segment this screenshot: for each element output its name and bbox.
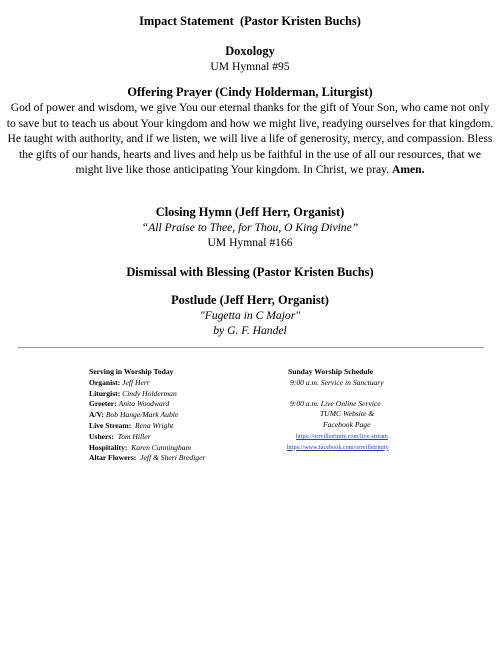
- serving-row: [89, 399, 269, 410]
- facebook-link[interactable]: https://www.facebook.com/orrvilletrinity: [287, 443, 389, 451]
- schedule-site1: [290, 409, 480, 420]
- dismissal-title: Dismissal with Blessing (Pastor Kristen Buchs): [126, 265, 374, 279]
- serving-in-worship: [89, 367, 269, 464]
- live-stream-link[interactable]: https://orrvilletrinity.com/live-stream: [296, 432, 388, 440]
- closing-hymn-hymnal: UM Hymnal #166: [207, 236, 293, 249]
- schedule-service-online: [290, 399, 480, 410]
- serving-row: [89, 378, 269, 389]
- serving-role: Hospitality:: [89, 442, 128, 452]
- offering-amen: Amen.: [391, 163, 425, 177]
- serving-role: Ushers:: [89, 431, 114, 441]
- doxology-hymnal: UM Hymnal #95: [210, 60, 290, 73]
- impact-statement-heading: [0, 14, 500, 29]
- doxology-title: Doxology: [225, 44, 275, 58]
- schedule-service-sanctuary: [290, 378, 480, 389]
- serving-person: Jeff Herr: [122, 377, 150, 387]
- closing-hymn-song: “All Praise to Thee, for Thou, O King Divine”: [141, 221, 359, 234]
- serving-person: Anita Woodward: [118, 399, 170, 409]
- postlude-composer: by G. F. Handel: [213, 324, 287, 337]
- schedule-site2-text: Facebook Page: [323, 420, 371, 430]
- serving-person: Cindy Holderman: [122, 388, 177, 398]
- serving-role: Organist:: [89, 377, 121, 387]
- serving-role: Live Stream:: [89, 420, 132, 430]
- serving-person: Tom Hiller: [117, 431, 151, 441]
- serving-role: Greeter:: [89, 399, 117, 409]
- offering-section: [0, 85, 500, 178]
- schedule-heading-text: Sunday Worship Schedule: [288, 367, 374, 376]
- serving-row: [89, 443, 269, 454]
- postlude-title: Postlude (Jeff Herr, Organist): [171, 293, 329, 307]
- serving-row: [89, 410, 269, 421]
- serving-row: [89, 453, 269, 464]
- schedule-service1-text: 9:00 a.m. Service in Sanctuary: [290, 377, 384, 387]
- offering-prayer: [0, 100, 500, 178]
- serving-heading: [89, 367, 269, 378]
- schedule-heading: [288, 367, 480, 378]
- closing-hymn-title: Closing Hymn (Jeff Herr, Organist): [155, 205, 345, 219]
- serving-row: [89, 389, 269, 400]
- serving-person: Jeff & Sheri Brediger: [140, 453, 206, 463]
- serving-heading-text: Serving in Worship Today: [89, 367, 174, 376]
- offering-prayer-text: God of power and wisdom, we give You our eternal thanks for the gift of Your Son, who came not only to save but to teach us about Your kingdom and how we might live, readying ourselves for that kingdom. He taught with authority, and if we listen, we will live a life of generosity, mercy, and compassion. Bless the gifts of our hands, hearts and lives and help us be faithful in the use of all our resources, that we might live like those anticipating Your kingdom. In Christ, we pray.: [6, 101, 494, 177]
- schedule-site1-text: TUMC Website &: [320, 409, 375, 419]
- doxology-section: [0, 44, 500, 74]
- postlude-piece: "Fugetta in C Major": [199, 309, 301, 322]
- serving-person: Rena Wright: [135, 420, 174, 430]
- closing-hymn-section: [0, 205, 500, 250]
- schedule-site2: [290, 420, 480, 431]
- section-divider: [18, 347, 484, 348]
- serving-person: Karen Cunningham: [131, 442, 192, 452]
- offering-title: Offering Prayer (Cindy Holderman, Liturgist): [127, 85, 373, 99]
- serving-role: A/V:: [89, 410, 104, 420]
- serving-role: Liturgist:: [89, 388, 121, 398]
- serving-row: [89, 432, 269, 443]
- postlude-section: [0, 293, 500, 338]
- serving-role: Altar Flowers:: [89, 453, 137, 463]
- impact-label: Impact Statement: [139, 14, 234, 28]
- schedule-service2-text: 9:00 a.m. Live Online Service: [290, 398, 381, 408]
- serving-row: [89, 421, 269, 432]
- impact-person: (Pastor Kristen Buchs): [239, 14, 361, 28]
- serving-person: Bob Hange/Mark Auble: [105, 410, 179, 420]
- worship-schedule: [287, 367, 480, 453]
